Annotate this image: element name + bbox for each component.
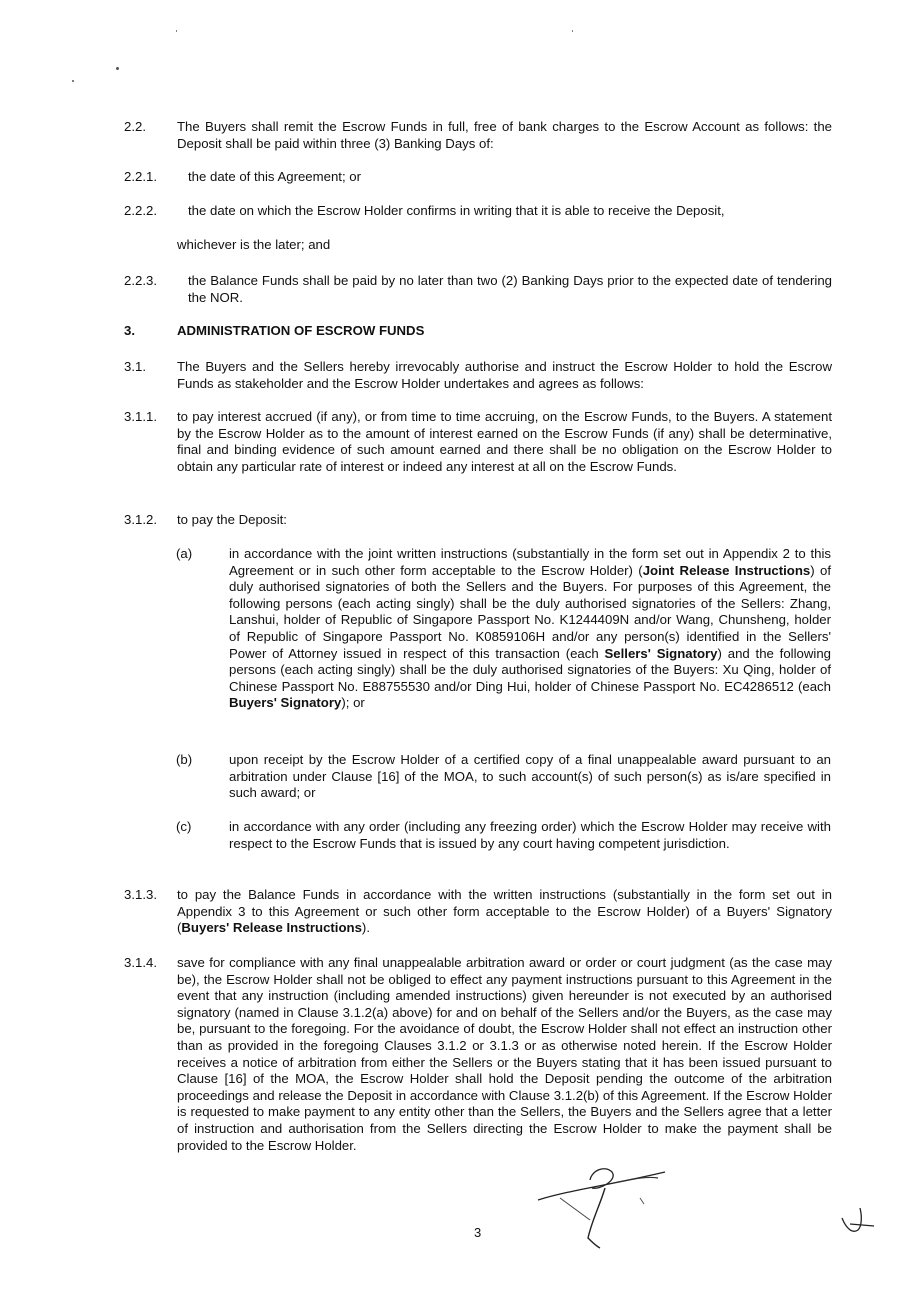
scan-speck [572, 30, 573, 32]
subclause-text: ) and the following persons (each acting singly) shall be the duly authorised signatories of the Buyers: Xu Qing, holder of Chinese Passport No. E88755530 and/or Ding Hui, holder of Chinese Passport No. EC4286512 (each [229, 645, 831, 694]
clause-number: 3.1.3. [124, 887, 157, 902]
clause-text: ). [361, 920, 370, 936]
defined-term: Buyers' Release Instructions [181, 920, 362, 936]
defined-term: Joint Release Instructions [642, 562, 811, 578]
scan-speck [116, 67, 119, 70]
clause-text: to pay interest accrued (if any), or from time to time accruing, on the Escrow Funds, to the Buyers. A statement by the Escrow Holder as to the amount of interest earned on the Escrow Funds (if any) shall be determinative, final and binding evidence of such amount earned and there shall be no obligation on the Escrow Holder to obtain any particular rate of interest or indeed any interest at all on the Escrow Funds. [177, 409, 832, 474]
clause-number: 3.1.2. [124, 512, 157, 527]
clause-number: 3.1. [124, 359, 146, 374]
clause-number: 3.1.4. [124, 955, 157, 970]
subclause-a-text [229, 546, 831, 712]
clause-text: The Buyers and the Sellers hereby irrevocably authorise and instruct the Escrow Holder to hold the Escrow Funds as stakeholder and the Escrow Holder undertakes and agrees as follows: [177, 359, 832, 391]
clause-number: 2.2.3. [124, 273, 157, 288]
section-heading: ADMINISTRATION OF ESCROW FUNDS [177, 323, 425, 338]
clause-3-1-3-text [177, 887, 832, 937]
clause-number: 2.2. [124, 119, 146, 134]
subclause-label: (c) [176, 819, 192, 834]
scan-speck [176, 30, 177, 32]
handwritten-initials [838, 1206, 878, 1242]
handwritten-signature [530, 1160, 680, 1250]
scan-speck [72, 80, 74, 82]
clause-text: the Balance Funds shall be paid by no later than two (2) Banking Days prior to the expected date of tendering the NOR. [188, 273, 832, 305]
clause-number: 3.1.1. [124, 409, 157, 424]
subclause-text: in accordance with any order (including any freezing order) which the Escrow Holder may receive with respect to the Escrow Funds that is issued by any court having competent jurisdiction. [229, 819, 831, 851]
subclause-text: in accordance with the joint written instructions (substantially in the form set out in Appendix 2 to this Agreement or in such other form acceptable to the Escrow Holder) ( [229, 546, 831, 578]
section-number: 3. [124, 323, 135, 338]
clause-text: whichever is the later; and [177, 237, 331, 252]
subclause-text: ) of duly authorised signatories of both the Sellers and the Buyers. For purposes of this Agreement, the following persons (each acting singly) shall be the duly authorised signatories of the Sellers: Zhang, Lanshui, holder of Republic of Singapore Passport No. K1244409N and/or Wang, Chunsheng, holder of Republic of Singapore Passport No. K0859106H and/or any person(s) identified in the Sellers' Power of Attorney issued in respect of this transaction (each [229, 562, 831, 661]
defined-term: Buyers' Signatory [229, 695, 342, 711]
clause-number: 2.2.2. [124, 203, 157, 218]
clause-text: the date on which the Escrow Holder confirms in writing that it is able to receive the Deposit, [188, 203, 725, 218]
subclause-label: (b) [176, 752, 193, 767]
subclause-label: (a) [176, 546, 193, 561]
clause-number: 2.2.1. [124, 169, 157, 184]
clause-text: The Buyers shall remit the Escrow Funds in full, free of bank charges to the Escrow Account as follows: the Deposit shall be paid within three (3) Banking Days of: [177, 119, 832, 151]
clause-text: save for compliance with any final unappealable arbitration award or order or court judgment (as the case may be), the Escrow Holder shall not be obliged to effect any payment instructions pursuant to this Agreement in the event that any instruction (including amended instructions) given hereunder is not executed by an authorised signatory (named in Clause 3.1.2(a) above) for and on behalf of the Sellers and/or the Buyers, as the case may be, pursuant to the foregoing. For the avoidance of doubt, the Escrow Holder shall not effect an instruction other than as provided in the foregoing Clauses 3.1.2 or 3.1.3 or as otherwise noted herein. If the Escrow Holder receives a notice of arbitration from either the Sellers or the Buyers stating that it has been issued pursuant to Clause [16] of the MOA, the Escrow Holder shall hold the Deposit pending the outcome of the arbitration proceedings and release the Deposit in accordance with Clause 3.1.2(b) of this Agreement. If the Escrow Holder is requested to make payment to any entity other than the Sellers, the Buyers and the Sellers agree that a letter of instruction and authorisation from the Sellers directing the Escrow Holder to make the payment shall be provided to the Escrow Holder. [177, 955, 832, 1153]
clause-text: the date of this Agreement; or [188, 169, 362, 184]
defined-term: Sellers' Signatory [604, 645, 718, 661]
subclause-text: upon receipt by the Escrow Holder of a certified copy of a final unappealable award pursuant to an arbitration under Clause [16] of the MOA, to such account(s) of such person(s) as is/are specified in such award; or [229, 752, 831, 801]
clause-text: to pay the Balance Funds in accordance with the written instructions (substantially in the form set out in Appendix 3 to this Agreement or such other form acceptable to the Escrow Holder) of a Buyers' Signatory ( [177, 887, 832, 936]
subclause-text: ); or [341, 695, 365, 711]
clause-text: to pay the Deposit: [177, 512, 287, 527]
page-number: 3 [474, 1225, 482, 1240]
